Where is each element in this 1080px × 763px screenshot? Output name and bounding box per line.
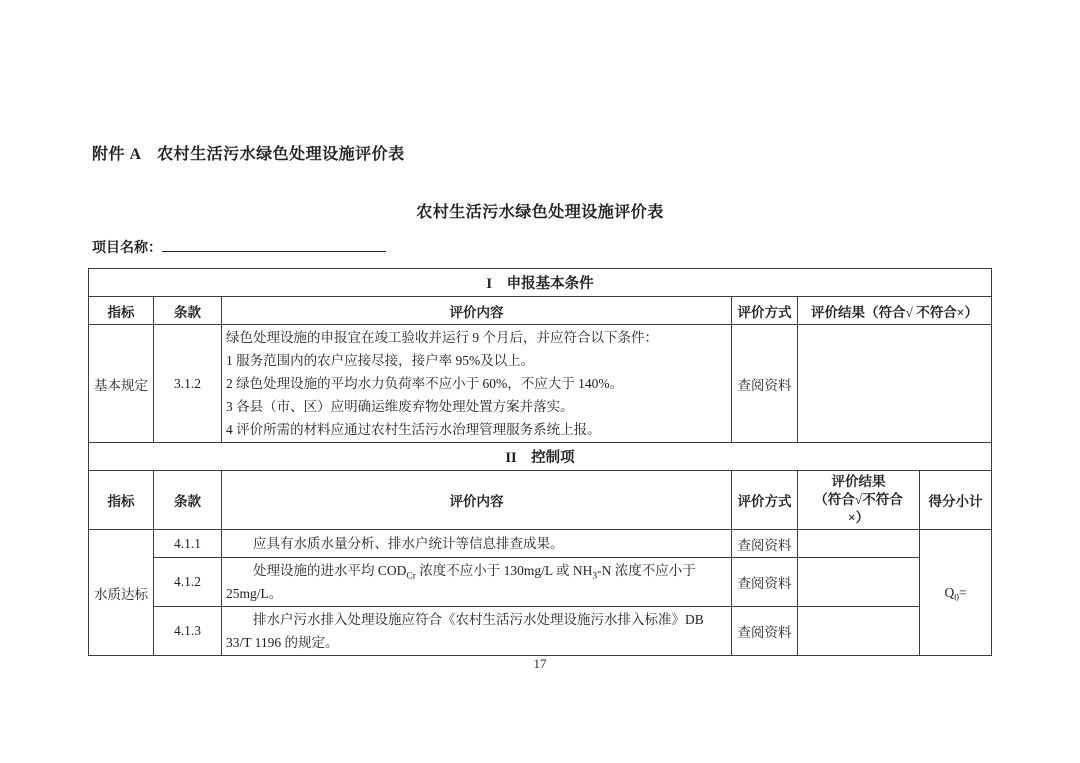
clause-cell: 4.1.3 [154,607,222,656]
page-title: 农村生活污水绿色处理设施评价表 [416,204,664,221]
section2-header-indicator: 指标 [89,471,154,530]
score-symbol: $Q_0=$ [944,584,967,604]
content-line: 33/T 1196 的规定。 [226,635,339,650]
content-line: 4 评价所需的材料应通过农村生活污水治理管理服务系统上报。 [226,422,601,437]
content-line: 应具有水质水量分析、排水户统计等信息排查成果。 [253,536,564,551]
clause-cell: 4.1.1 [154,530,222,558]
section2-band-row [89,443,992,471]
result-cell-blank [798,325,992,443]
method-cell: 查阅资料 [732,558,798,607]
content-cell [222,325,732,443]
content-line: 1 服务范围内的农户应接尽接，接户率 95%及以上。 [226,353,535,368]
section2-header-method: 评价方式 [732,471,798,530]
method-cell: 查阅资料 [732,530,798,558]
section1-header-result: 评价结果（符合√ 不符合×） [798,297,992,325]
section2-header-row [89,471,992,530]
table-row-4-1-3 [89,607,992,656]
project-name-row [92,237,386,257]
result-header-line: （符合√不符合 [814,492,903,507]
content-line: 排水户污水排入处理设施应符合《农村生活污水处理设施污水排入标准》DB [253,612,704,627]
content-cell [222,530,732,558]
section1-title: I 申报基本条件 [89,269,992,297]
result-cell-blank [798,607,920,656]
table-row-4-1-2 [89,558,992,607]
content-cell [222,558,732,607]
method-cell: 查阅资料 [732,325,798,443]
section2-header-clause: 条款 [154,471,222,530]
table-row-3-1-2 [89,325,992,443]
evaluation-table [88,268,992,656]
result-header-line: ×） [847,510,870,525]
section1-header-method: 评价方式 [732,297,798,325]
indicator-cell: 基本规定 [89,325,154,443]
indicator-cell: 水质达标 [89,530,154,656]
content-line: 25mg/L。 [226,586,283,601]
section2-header-result [798,471,920,530]
section1-band-row [89,269,992,297]
section2-header-content: 评价内容 [222,471,732,530]
section1-header-content: 评价内容 [222,297,732,325]
result-header-line: 评价结果 [831,474,886,489]
score-subtotal-cell [920,530,992,656]
attachment-heading: 附件 A 农村生活污水绿色处理设施评价表 [92,146,405,163]
section1-header-row [89,297,992,325]
section2-header-score: 得分小计 [920,471,992,530]
content-line: 绿色处理设施的申报宜在竣工验收并运行 9 个月后，并应符合以下条件： [226,330,658,345]
section1-header-clause: 条款 [154,297,222,325]
content-cell [222,607,732,656]
clause-cell: 3.1.2 [154,325,222,443]
content-line: 处理设施的进水平均 $COD_{Cr}$ 浓度不应小于 130mg/L 或 $NH_3-N$ 浓度不应小于 [253,563,696,582]
content-line: 2 绿色处理设施的平均水力负荷率不应小于 60%，不应大于 140%。 [226,376,624,391]
result-cell-blank [798,530,920,558]
project-name-blank-line [162,238,386,252]
section2-title: II 控制项 [89,443,992,471]
content-line: 3 各县（市、区）应明确运维废弃物处理处置方案并落实。 [226,399,574,414]
section1-header-indicator: 指标 [89,297,154,325]
clause-cell: 4.1.2 [154,558,222,607]
result-cell-blank [798,558,920,607]
method-cell: 查阅资料 [732,607,798,656]
table-row-4-1-1 [89,530,992,558]
project-name-label: 项目名称： [92,241,162,256]
page-number: 17 [533,656,547,671]
